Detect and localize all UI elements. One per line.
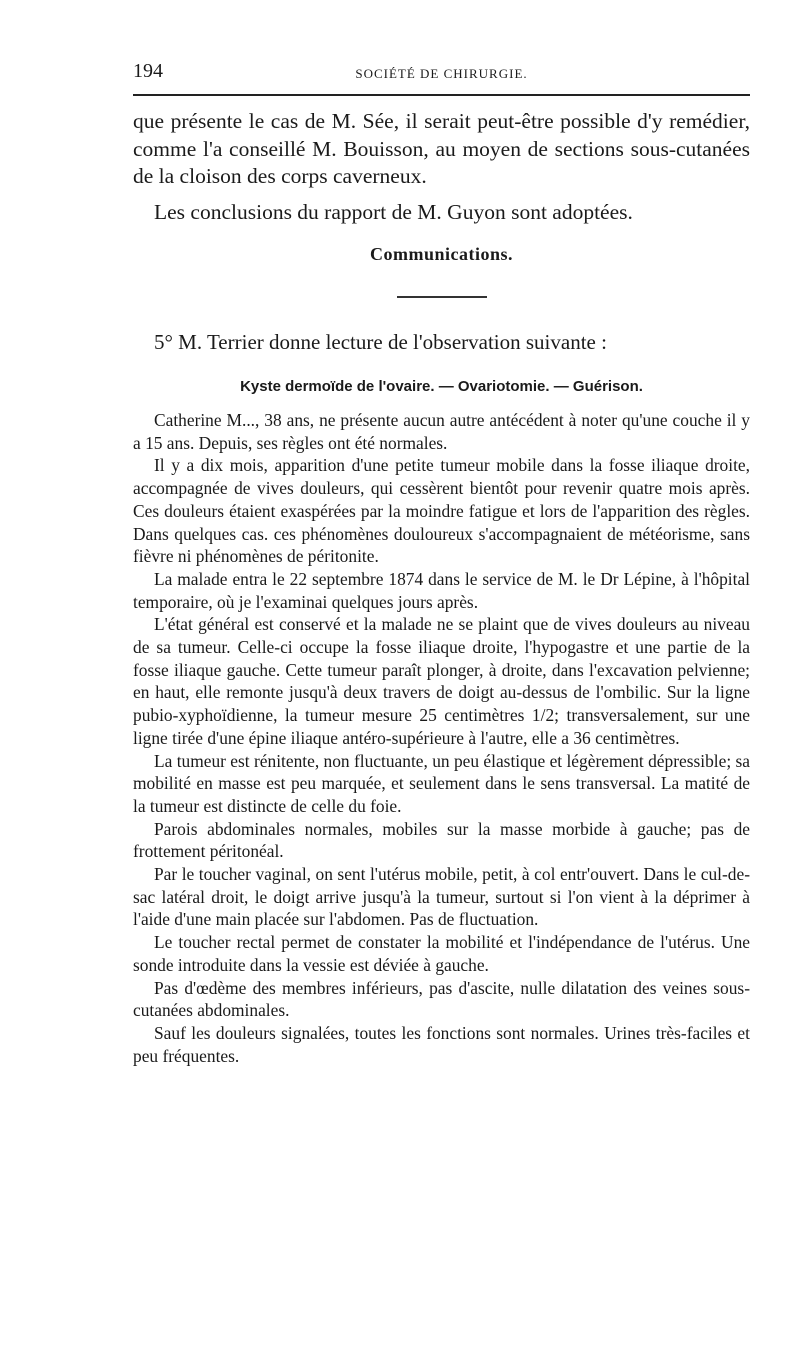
page-number: 194 [133, 60, 163, 82]
section-divider [397, 296, 487, 298]
paragraph: Par le toucher vaginal, on sent l'utérus mobile, petit, à col entr'ouvert. Dans le cul-de-sac latéral droit, le doigt arrive jusqu'à la tumeur, surtout si l'on vient à la déprimer à l'aide d'une main placée sur l'abdomen. Pas de fluctuation. [133, 864, 750, 930]
observation-body [133, 409, 750, 1067]
paragraph: Sauf les douleurs signalées, toutes les fonctions sont normales. Urines très-faciles et peu fréquentes. [133, 1022, 750, 1066]
paragraph: L'état général est conservé et la malade ne se plaint que de vives douleurs au niveau de sa tumeur. Celle-ci occupe la fosse iliaque droite, l'hypogastre et une partie de la fosse iliaque gauche. Cette tumeur paraît plonger, à droite, dans l'excavation pelvienne; en haut, elle remonte jusqu'à deux travers de doigt au-dessus de l'ombilic. Sur la ligne pubio-xyphoïdienne, la tumeur mesure 25 centimètres 1/2; transversalement, sur une ligne tirée d'une épine iliaque antéro-supérieure à l'autre, elle a 36 centimètres. [133, 614, 750, 748]
running-title: SOCIÉTÉ DE CHIRURGIE. [355, 66, 528, 81]
section-heading: Communications. [369, 244, 513, 264]
header-rule [133, 94, 750, 96]
paragraph-continuation: que présente le cas de M. Sée, il serait peut-être possible d'y remédier, comme l'a conseillé M. Bouisson, au moyen de sections sous-cutanées de la cloison des corps caverneux. [133, 109, 750, 188]
paragraph: Parois abdominales normales, mobiles sur la masse morbide à gauche; pas de frottement péritonéal. [133, 818, 750, 862]
paragraph: La malade entra le 22 septembre 1874 dans le service de M. le Dr Lépine, à l'hôpital temporaire, où je l'examinai quelques jours après. [133, 568, 750, 612]
paragraph: Pas d'œdème des membres inférieurs, pas d'ascite, nulle dilatation des veines sous-cutanées abdominales. [133, 977, 750, 1021]
paragraph: La tumeur est rénitente, non fluctuante, un peu élastique et légèrement dépressible; sa mobilité en masse est peu marquée, et seulement dans le sens transversal. La matité de la tumeur est distincte de celle du foie. [133, 750, 750, 816]
paragraph: Il y a dix mois, apparition d'une petite tumeur mobile dans la fosse iliaque droite, accompagnée de vives douleurs, qui cessèrent bientôt pour revenir quatre mois après. Ces douleurs étaient exaspérées par la moindre fatigue et lors de l'apparition des règles. Dans quelques cas. ces phénomènes douloureux s'accompagnaient de météorisme, sans fièvre ni phénomènes de péritonite. [133, 455, 750, 567]
observation-title: Kyste dermoïde de l'ovaire. — Ovariotomie. — Guérison. [240, 378, 643, 395]
observation-intro: 5° M. Terrier donne lecture de l'observation suivante : [154, 330, 607, 354]
paragraph: Le toucher rectal permet de constater la mobilité et l'indépendance de l'utérus. Une sonde introduite dans la vessie est déviée à gauche. [133, 932, 750, 975]
paragraph: Catherine M..., 38 ans, ne présente aucun autre antécédent à noter qu'une couche il y a 15 ans. Depuis, ses règles ont été normales. [133, 410, 750, 453]
top-text-block [133, 108, 750, 226]
paragraph-conclusions: Les conclusions du rapport de M. Guyon sont adoptées. [154, 199, 633, 224]
page-header [133, 58, 750, 94]
